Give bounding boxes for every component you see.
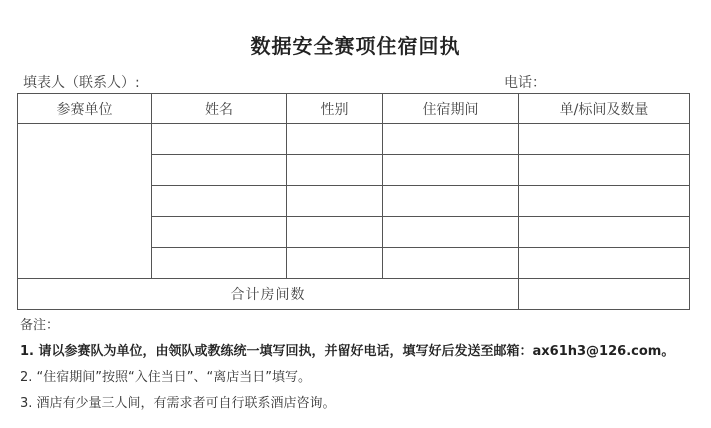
name-cell[interactable] xyxy=(152,155,287,186)
table-header-row xyxy=(18,94,690,124)
name-cell[interactable] xyxy=(152,124,287,155)
stay-period-cell[interactable] xyxy=(383,186,519,217)
room-type-cell[interactable] xyxy=(519,186,690,217)
header-room-type-count: 单/标间及数量 xyxy=(519,94,690,124)
lodging-receipt-table xyxy=(17,93,690,310)
name-cell[interactable] xyxy=(152,217,287,248)
table-row xyxy=(18,124,690,155)
stay-period-cell[interactable] xyxy=(383,155,519,186)
header-name: 姓名 xyxy=(152,94,287,124)
note-item-1: 1. 请以参赛队为单位，由领队或教练统一填写回执，并留好电话，填写好后发送至邮箱：ax61h3@126.com。 xyxy=(20,344,675,359)
filler-label: 填表人（联系人）: xyxy=(23,75,140,91)
header-team-unit: 参赛单位 xyxy=(18,94,152,124)
gender-cell[interactable] xyxy=(287,155,383,186)
header-stay-period: 住宿期间 xyxy=(383,94,519,124)
room-type-cell[interactable] xyxy=(519,155,690,186)
total-row xyxy=(18,279,690,310)
notes-heading: 备注： xyxy=(20,318,60,333)
gender-cell[interactable] xyxy=(287,124,383,155)
phone-label: 电话： xyxy=(504,75,546,91)
notes-section xyxy=(20,314,674,418)
header-gender: 性别 xyxy=(287,94,383,124)
name-cell[interactable] xyxy=(152,248,287,279)
room-type-cell[interactable] xyxy=(519,248,690,279)
room-type-cell[interactable] xyxy=(519,124,690,155)
gender-cell[interactable] xyxy=(287,217,383,248)
form-title: 数据安全赛项住宿回执 xyxy=(250,34,461,58)
name-cell[interactable] xyxy=(152,186,287,217)
total-rooms-value-cell[interactable] xyxy=(519,279,690,310)
note-item-3: 3. 酒店有少量三人间，有需求者可自行联系酒店咨询。 xyxy=(20,396,336,411)
gender-cell[interactable] xyxy=(287,186,383,217)
note-item-2: 2. “住宿期间”按照“入住当日”、“离店当日”填写。 xyxy=(20,370,311,385)
stay-period-cell[interactable] xyxy=(383,124,519,155)
gender-cell[interactable] xyxy=(287,248,383,279)
team-unit-cell[interactable] xyxy=(18,124,152,279)
stay-period-cell[interactable] xyxy=(383,248,519,279)
room-type-cell[interactable] xyxy=(519,217,690,248)
stay-period-cell[interactable] xyxy=(383,217,519,248)
total-rooms-label: 合计房间数 xyxy=(18,279,519,310)
